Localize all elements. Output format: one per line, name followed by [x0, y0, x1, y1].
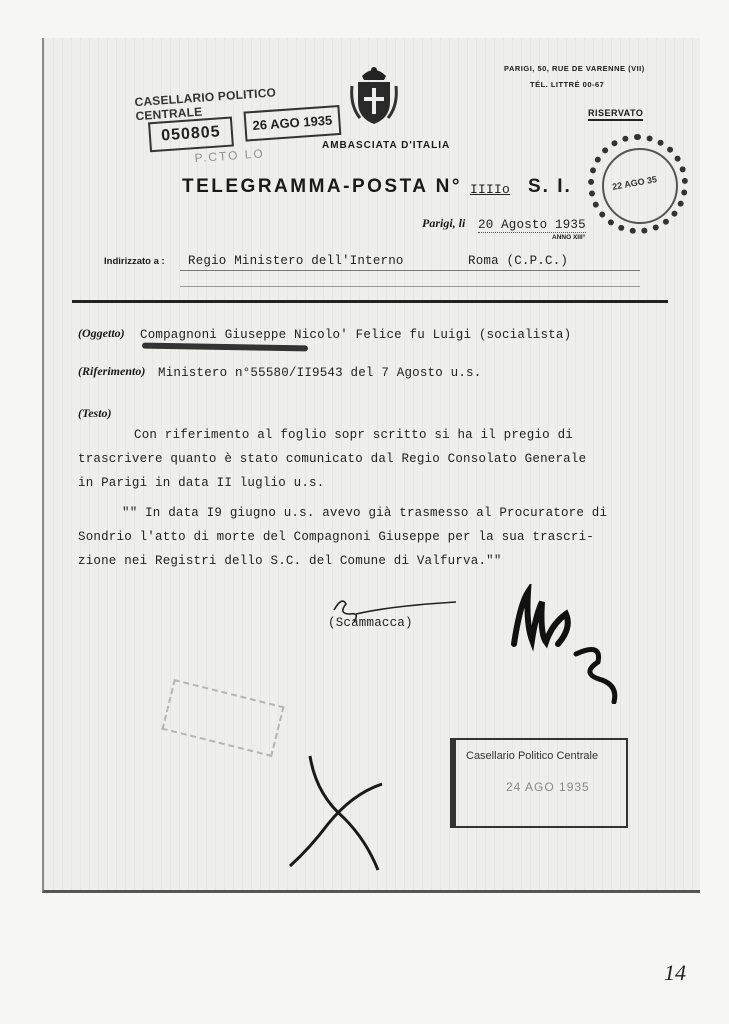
received-stamp	[450, 738, 628, 828]
body-line: trascrivere quanto è stato comunicato dal Regio Consolato Generale	[78, 452, 587, 466]
pencil-underline-mark	[142, 343, 308, 352]
riferimento-value: Ministero n°55580/II9543 del 7 Agosto u.s.	[158, 366, 482, 380]
address-underline-2	[180, 286, 640, 287]
received-stamp-title: Casellario Politico Centrale	[466, 750, 599, 762]
testo-label: (Testo)	[78, 406, 112, 420]
embassy-name: AMBASCIATA D'ITALIA	[322, 140, 451, 151]
oggetto-value: Compagnoni Giuseppe Nicolo' Felice fu Luigi (socialista)	[140, 328, 572, 342]
address-underline	[180, 270, 640, 271]
addressed-label: Indirizzato a :	[104, 256, 165, 267]
signatory-name: (Scammacca)	[328, 616, 413, 630]
body-line: in Parigi in data II luglio u.s.	[78, 476, 325, 490]
document-suffix: S. I.	[528, 176, 572, 197]
embassy-phone: TÉL. LITTRÉ 00-67	[530, 80, 605, 89]
addressed-recipient: Regio Ministero dell'Interno	[188, 254, 404, 268]
round-stamp-date: 22 AGO 35	[611, 174, 658, 192]
received-stamp-date: 24 AGO 1935	[506, 780, 590, 794]
header-separator	[72, 300, 668, 303]
riferimento-label: (Riferimento)	[78, 364, 146, 378]
addressed-city: Roma (C.P.C.)	[468, 254, 569, 268]
riservato-label: RISERVATO	[588, 108, 643, 121]
body-line: zione nei Registri dello S.C. del Comune di Valfurva.""	[78, 554, 502, 568]
body-line: "" In data I9 giugno u.s. avevo già trasmesso al Procuratore di	[122, 506, 608, 520]
body-line: Sondrio l'atto di morte del Compagnoni Giuseppe per la sua trascri-	[78, 530, 594, 544]
date-value: 20 Agosto 1935	[478, 218, 586, 232]
page-number: 14	[664, 960, 686, 985]
fascist-era-year: ANNO XIII°	[552, 234, 586, 241]
body-line: Con riferimento al foglio sopr scritto si ha il pregio di	[134, 428, 573, 442]
embassy-address: PARIGI, 50, RUE DE VARENNE (VII)	[504, 64, 645, 73]
casellario-stamp-date: 26 AGO 1935	[243, 105, 341, 142]
document-type-title: TELEGRAMMA-POSTA N°	[182, 176, 462, 197]
casellario-stamp	[130, 75, 349, 164]
faint-stamp	[161, 679, 284, 757]
casellario-handwritten-note: P.CTO LO	[194, 146, 266, 166]
casellario-stamp-title: CASELLARIO POLITICO CENTRALE	[134, 85, 277, 124]
document-number: IIIIo	[470, 182, 511, 197]
telegram-sheet	[42, 38, 700, 893]
casellario-stamp-number: 050805	[148, 116, 234, 152]
italian-coat-of-arms	[348, 62, 400, 126]
handwritten-x-mark	[282, 744, 392, 874]
oggetto-label: (Oggetto)	[78, 326, 125, 340]
date-prefix: Parigi, li	[422, 216, 466, 230]
round-postal-stamp	[588, 134, 688, 234]
handwritten-initials	[506, 584, 626, 704]
